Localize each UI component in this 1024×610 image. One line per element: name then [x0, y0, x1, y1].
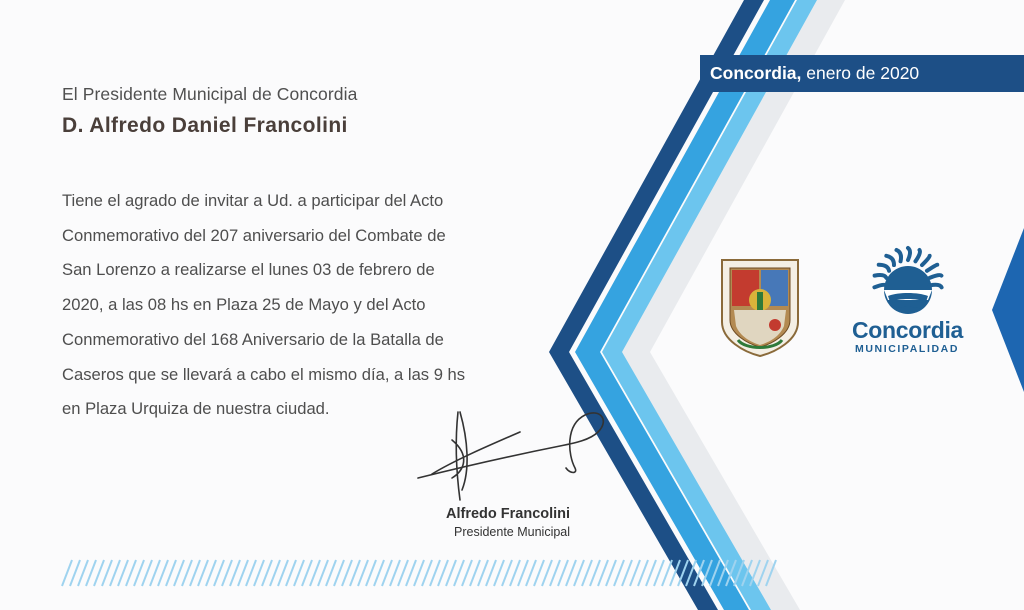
sun-ray: [930, 285, 942, 288]
body-line: Caseros que se llevará a cabo el mismo día, a las 9 hs: [62, 364, 466, 384]
municipal-seal-icon: [722, 260, 798, 356]
presenter-name: D. Alfredo Daniel Francolini: [62, 114, 348, 137]
body-line: Tiene el agrado de invitar a Ud. a participar del Acto: [62, 191, 444, 210]
hatched-bottom-strip: [62, 560, 776, 586]
sun-ray: [896, 250, 901, 261]
signer-title: Presidente Municipal: [454, 525, 571, 539]
sun-emblem-icon: [874, 248, 941, 314]
body-line: Conmemorativo del 207 aniversario del Combate de: [62, 225, 446, 245]
sun-ray: [922, 256, 930, 265]
sun-ray: [875, 275, 887, 278]
body-line: San Lorenzo a realizarse el lunes 03 de febrero de: [62, 260, 435, 280]
date-banner: [700, 55, 1024, 92]
concordia-logo-sub: MUNICIPALIDAD: [855, 343, 960, 355]
banner-date: enero de 2020: [806, 63, 920, 83]
invitation-body: [62, 184, 532, 427]
signer-name: Alfredo Francolini: [446, 506, 571, 522]
sun-ray: [930, 275, 942, 278]
sun-ray: [927, 265, 937, 271]
sun-ray: [879, 265, 889, 271]
sun-ray: [915, 250, 920, 261]
banner-city: Concordia,: [710, 63, 802, 83]
body-line: Conmemorativo del 168 Aniversario de la Batalla de: [62, 329, 444, 349]
presenter-line: El Presidente Municipal de Concordia: [62, 84, 358, 104]
right-edge-chevron: [992, 228, 1024, 392]
body-line: 2020, a las 08 hs en Plaza 25 de Mayo y del Acto: [62, 295, 426, 315]
sun-ray: [886, 256, 894, 265]
body-line: en Plaza Urquiza de nuestra ciudad.: [62, 399, 330, 419]
sun-ray: [908, 248, 910, 260]
concordia-logo-name: Concordia: [852, 317, 964, 343]
